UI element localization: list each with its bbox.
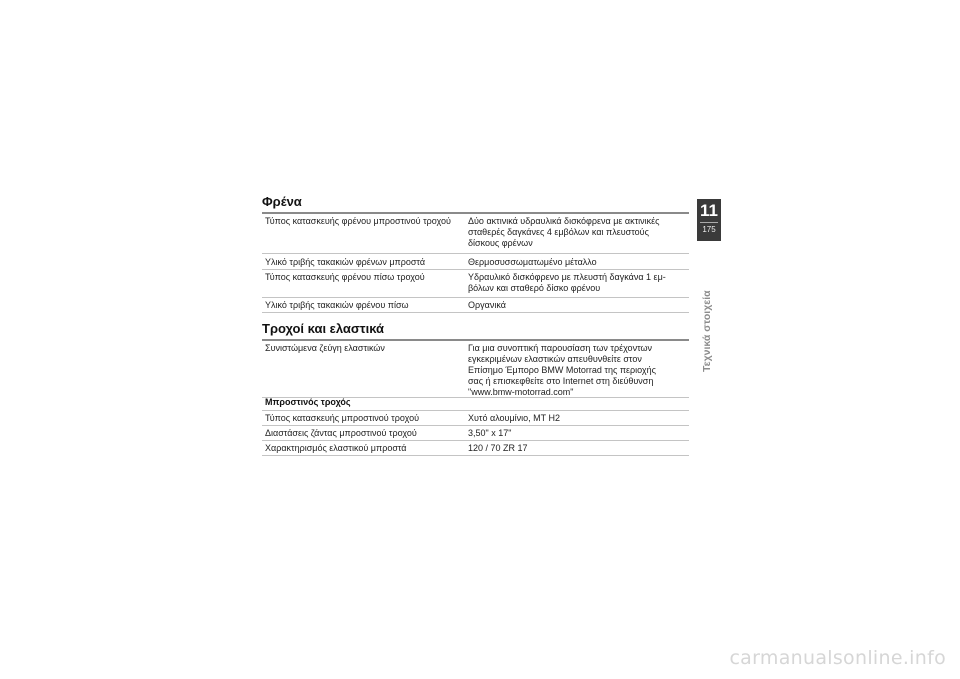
page-number: 175 [702, 225, 716, 234]
row-divider [262, 297, 689, 298]
spec-label: Διαστάσεις ζάντας μπροστινού τροχού [265, 428, 417, 438]
section-rule [262, 212, 689, 214]
spec-label: Χαρακτηρισμός ελαστικού μπροστά [265, 443, 407, 453]
spec-label: Τύπος κατασκευής μπροστινού τροχού [265, 413, 420, 423]
spec-label: Υλικό τριβής τακακιών φρένων μπροστά [265, 257, 426, 267]
row-divider [262, 455, 689, 456]
spec-value: Χυτό αλουμίνιο, MT H2 [468, 413, 561, 423]
section-title-brakes: Φρένα [262, 194, 302, 209]
spec-value: Υδραυλικό δισκόφρενο με πλευστή δαγκάνα 1 εμ- βόλων και σταθερό δίσκο φρένου [468, 272, 666, 293]
row-divider [262, 312, 689, 313]
spec-label: Υλικό τριβής τακακιών φρένου πίσω [265, 300, 409, 310]
section-rule [262, 339, 689, 341]
chapter-tab [697, 199, 721, 241]
spec-label: Συνιστώμενα ζεύγη ελαστικών [265, 343, 385, 353]
row-divider [262, 425, 689, 426]
spec-value: Οργανικά [468, 300, 506, 310]
chapter-number: 11 [700, 201, 718, 220]
watermark: carmanualsonline.info [729, 647, 946, 669]
subheading-front-wheel: Μπροστινός τροχός [265, 397, 351, 407]
row-divider [262, 269, 689, 270]
row-divider [262, 440, 689, 441]
section-title-wheels-tires: Τροχοί και ελαστικά [262, 321, 385, 336]
spec-value: Θερμοσυσσωματωμένο μέταλλο [468, 257, 597, 267]
spec-value: 120 / 70 ZR 17 [468, 443, 528, 453]
side-chapter-title: Τεχνικά στοιχεία [701, 290, 713, 372]
row-divider [262, 410, 689, 411]
spec-label: Τύπος κατασκευής φρένου μπροστινού τροχού [265, 216, 451, 226]
row-divider [262, 253, 689, 254]
spec-label: Τύπος κατασκευής φρένου πίσω τροχού [265, 272, 425, 282]
spec-value: Για μια συνοπτική παρουσίαση των τρέχοντων εγκεκριμένων ελαστικών απευθυνθείτε στον Επίσημο Έμπορο BMW Motorrad της περιοχής σας ή επισκεφθείτε στο Internet στη διεύθυνση "www.bmw-motorrad.com" [468, 343, 656, 397]
spec-value: Δύο ακτινικά υδραυλικά δισκόφρενα με ακτινικές σταθερές δαγκάνες 4 εμβόλων και πλευστούς δίσκους φρένων [468, 216, 660, 248]
spec-value: 3,50" x 17" [468, 428, 512, 438]
